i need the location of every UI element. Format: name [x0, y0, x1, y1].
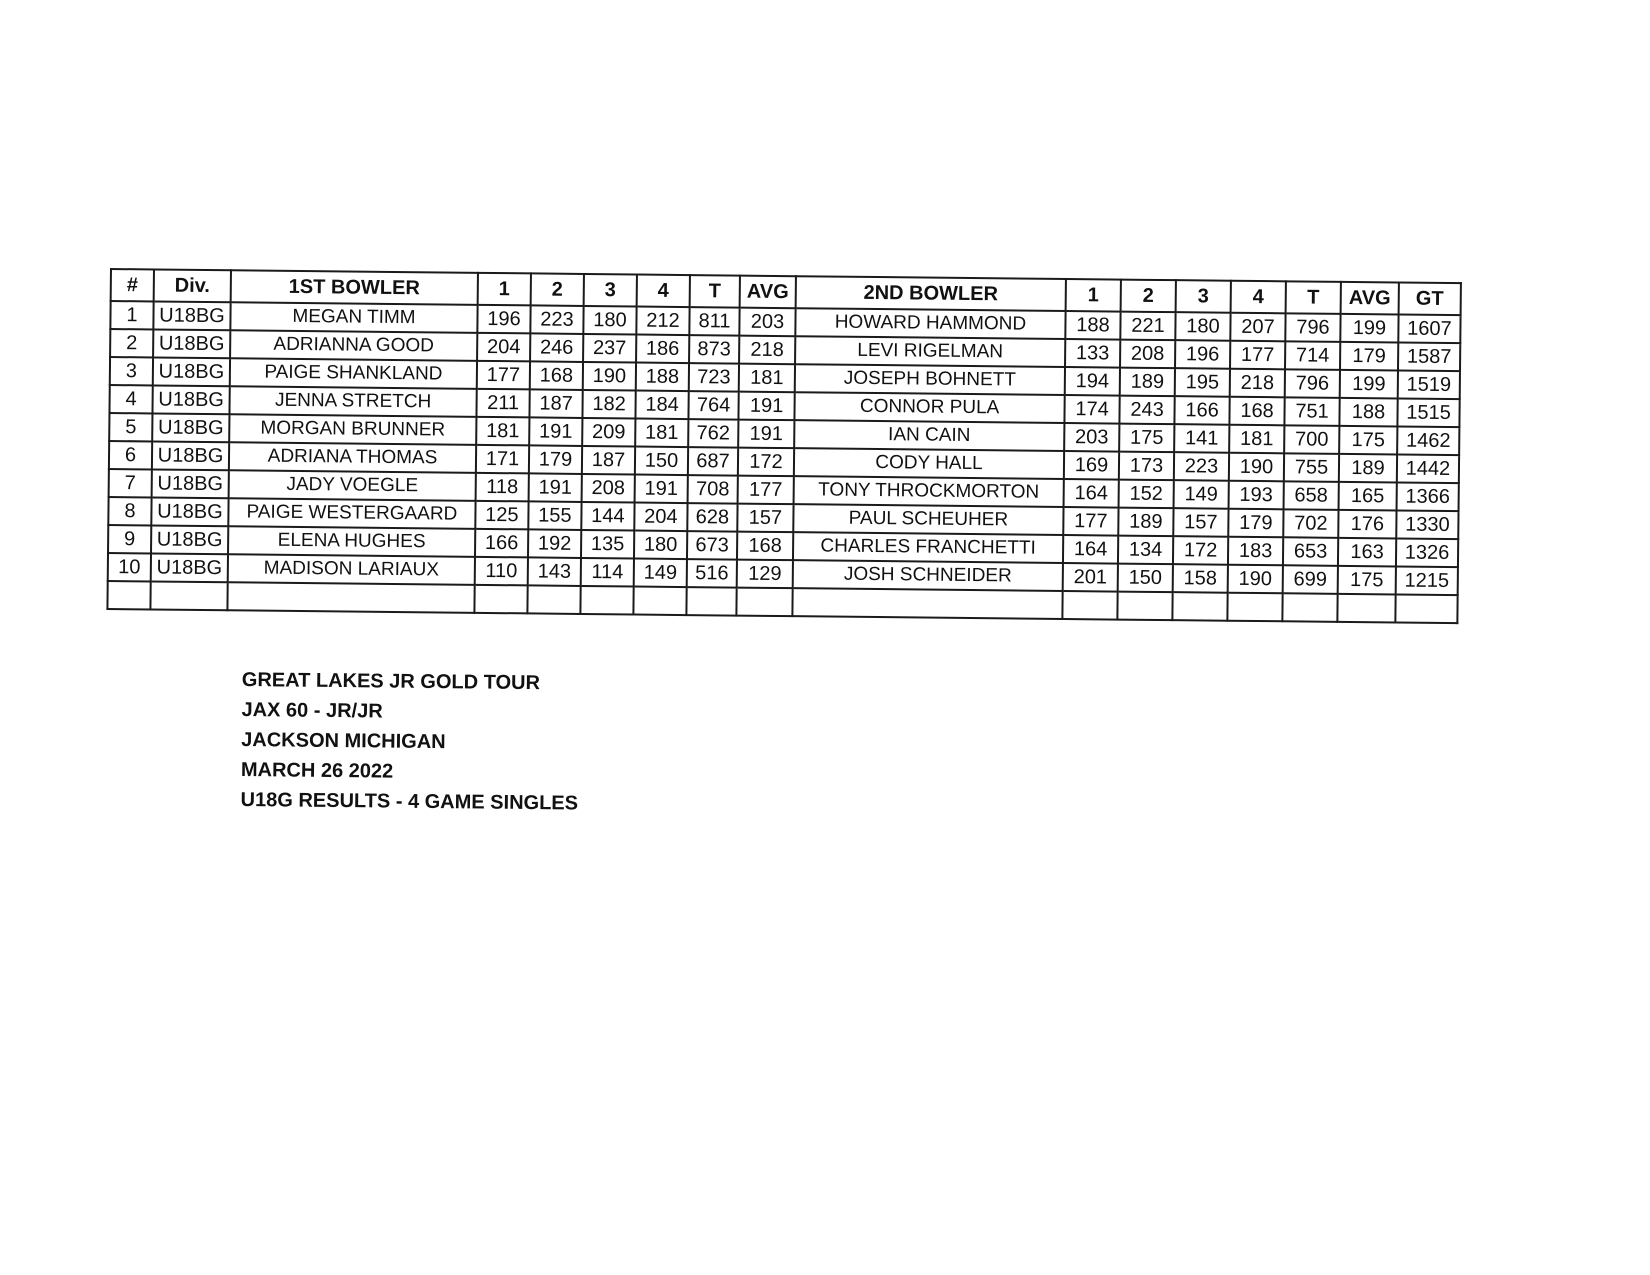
cell-game-3: 187 [582, 446, 635, 475]
cell-division: U18BG [152, 413, 229, 442]
cell-grand-total: 1519 [1398, 370, 1460, 399]
cell-division: U18BG [151, 525, 228, 554]
cell-total: 673 [687, 531, 737, 560]
cell-game-3-second: 195 [1175, 368, 1230, 397]
cell-game-4: 204 [634, 503, 687, 532]
header-first-bowler: 1ST BOWLER [231, 270, 478, 305]
cell-average: 203 [739, 308, 795, 337]
cell-total: 628 [687, 503, 737, 532]
cell-grand-total: 1215 [1396, 566, 1458, 595]
cell-game-4: 150 [635, 447, 688, 476]
cell-total: 687 [688, 447, 738, 476]
cell-game-2-second: 175 [1119, 424, 1174, 453]
table-cell [107, 581, 150, 609]
cell-game-4: 212 [636, 307, 689, 336]
cell-second-bowler: CONNOR PULA [794, 392, 1064, 423]
cell-total-second: 755 [1284, 453, 1339, 482]
cell-division: U18BG [152, 385, 229, 414]
cell-game-3: 135 [581, 530, 634, 559]
cell-total-second: 699 [1283, 565, 1338, 594]
cell-average: 191 [738, 392, 794, 421]
header-total: T [690, 275, 740, 308]
cell-second-bowler: JOSH SCHNEIDER [793, 560, 1063, 591]
cell-second-bowler: HOWARD HAMMOND [795, 308, 1065, 339]
table-cell [227, 582, 474, 613]
cell-average-second: 163 [1338, 538, 1396, 567]
cell-game-4: 149 [634, 559, 687, 588]
cell-first-bowler: MEGAN TIMM [230, 302, 477, 333]
cell-game-2: 143 [528, 557, 581, 586]
cell-average-second: 176 [1338, 510, 1396, 539]
cell-second-bowler: TONY THROCKMORTON [794, 476, 1064, 507]
header-division: Div. [154, 269, 231, 302]
cell-game-1-second: 201 [1063, 563, 1118, 592]
table-cell [1337, 594, 1395, 623]
cell-average-second: 189 [1339, 454, 1397, 483]
cell-first-bowler: MADISON LARIAUX [228, 554, 475, 585]
header-game-1-second: 1 [1066, 279, 1121, 312]
table-cell [1117, 592, 1172, 621]
cell-grand-total: 1442 [1397, 454, 1459, 483]
cell-grand-total: 1515 [1397, 398, 1459, 427]
table-cell [1172, 592, 1227, 621]
cell-total: 762 [688, 419, 738, 448]
cell-game-3-second: 141 [1174, 424, 1229, 453]
header-average-second: AVG [1341, 282, 1399, 315]
cell-total-second: 658 [1284, 481, 1339, 510]
cell-rank: 2 [110, 329, 153, 357]
cell-game-2: 168 [530, 361, 583, 390]
cell-game-3: 180 [583, 306, 636, 335]
cell-game-3-second: 223 [1174, 452, 1229, 481]
cell-grand-total: 1587 [1398, 342, 1460, 371]
cell-game-4-second: 207 [1230, 313, 1285, 342]
header-total-second: T [1286, 281, 1341, 314]
table-cell [686, 587, 736, 616]
cell-division: U18BG [153, 357, 230, 386]
header-game-1: 1 [478, 273, 531, 306]
cell-game-3: 208 [582, 474, 635, 503]
cell-game-4-second: 177 [1230, 341, 1285, 370]
table-cell [633, 587, 686, 616]
cell-game-3: 190 [583, 362, 636, 391]
cell-average-second: 165 [1339, 482, 1397, 511]
cell-game-2: 191 [529, 417, 582, 446]
cell-game-4-second: 179 [1228, 509, 1283, 538]
cell-game-1-second: 188 [1065, 311, 1120, 340]
cell-division: U18BG [152, 441, 229, 470]
cell-average: 168 [737, 532, 793, 561]
cell-first-bowler: JENNA STRETCH [229, 386, 476, 417]
cell-division: U18BG [153, 301, 230, 330]
cell-game-2: 223 [530, 305, 583, 334]
cell-total: 516 [687, 559, 737, 588]
cell-average: 177 [738, 476, 794, 505]
table-cell [1395, 594, 1457, 623]
cell-game-3-second: 149 [1174, 480, 1229, 509]
table-cell [474, 585, 527, 614]
cell-total-second: 702 [1283, 509, 1338, 538]
cell-game-1: 177 [477, 361, 530, 390]
cell-game-1: 166 [475, 529, 528, 558]
cell-second-bowler: PAUL SCHEUHER [793, 504, 1063, 535]
cell-rank: 5 [109, 413, 152, 441]
table-cell [1062, 591, 1117, 620]
cell-first-bowler: ADRIANNA GOOD [230, 330, 477, 361]
header-game-4-second: 4 [1231, 281, 1286, 314]
results-table [106, 268, 1462, 624]
cell-total-second: 653 [1283, 537, 1338, 566]
table-cell [736, 588, 792, 617]
cell-total-second: 751 [1284, 397, 1339, 426]
cell-game-4: 181 [635, 419, 688, 448]
cell-average: 157 [737, 504, 793, 533]
header-grand-total: GT [1399, 282, 1461, 315]
cell-rank: 3 [110, 357, 153, 385]
cell-total-second: 796 [1285, 369, 1340, 398]
cell-game-3-second: 158 [1173, 564, 1228, 593]
cell-average-second: 175 [1339, 426, 1397, 455]
cell-game-3-second: 196 [1175, 340, 1230, 369]
header-rank: # [111, 269, 154, 301]
cell-game-1: 125 [475, 501, 528, 530]
cell-first-bowler: MORGAN BRUNNER [229, 414, 476, 445]
table-cell [1227, 593, 1282, 622]
table-cell [580, 586, 633, 615]
cell-game-1-second: 177 [1063, 507, 1118, 536]
cell-division: U18BG [152, 469, 229, 498]
header-game-2-second: 2 [1121, 280, 1176, 313]
cell-rank: 8 [108, 497, 151, 525]
cell-game-1: 171 [476, 445, 529, 474]
cell-game-3: 144 [581, 502, 634, 531]
cell-game-1-second: 133 [1065, 339, 1120, 368]
cell-game-4-second: 218 [1230, 369, 1285, 398]
cell-game-1-second: 164 [1063, 535, 1118, 564]
cell-game-2-second: 173 [1119, 452, 1174, 481]
cell-average: 191 [738, 420, 794, 449]
cell-game-1-second: 169 [1064, 451, 1119, 480]
cell-division: U18BG [151, 553, 228, 582]
header-average: AVG [740, 276, 796, 309]
cell-total: 764 [688, 391, 738, 420]
cell-total-second: 796 [1285, 313, 1340, 342]
header-game-4: 4 [637, 275, 690, 308]
cell-total-second: 700 [1284, 425, 1339, 454]
cell-game-1-second: 194 [1065, 367, 1120, 396]
cell-game-2: 187 [529, 389, 582, 418]
cell-average-second: 199 [1340, 370, 1398, 399]
cell-total: 723 [689, 363, 739, 392]
cell-average: 218 [739, 336, 795, 365]
cell-game-3-second: 172 [1173, 536, 1228, 565]
cell-game-2-second: 208 [1120, 340, 1175, 369]
cell-game-4-second: 181 [1229, 425, 1284, 454]
results-title: U18G RESULTS - 4 GAME SINGLES [240, 788, 579, 815]
cell-rank: 10 [108, 553, 151, 581]
cell-game-4-second: 193 [1229, 481, 1284, 510]
cell-first-bowler: ELENA HUGHES [228, 526, 475, 557]
cell-game-1: 181 [476, 417, 529, 446]
cell-first-bowler: PAIGE SHANKLAND [230, 358, 477, 389]
cell-rank: 6 [109, 441, 152, 469]
cell-game-3: 209 [582, 418, 635, 447]
cell-second-bowler: CODY HALL [794, 448, 1064, 479]
cell-game-2: 246 [530, 333, 583, 362]
cell-game-2: 155 [528, 501, 581, 530]
cell-game-3: 237 [583, 334, 636, 363]
cell-game-2: 191 [529, 473, 582, 502]
cell-game-2-second: 152 [1119, 480, 1174, 509]
cell-game-2-second: 221 [1120, 312, 1175, 341]
cell-game-2: 179 [529, 445, 582, 474]
cell-game-1-second: 203 [1064, 423, 1119, 452]
table-cell [1282, 593, 1337, 622]
cell-second-bowler: LEVI RIGELMAN [795, 336, 1065, 367]
cell-total: 873 [689, 335, 739, 364]
cell-second-bowler: IAN CAIN [794, 420, 1064, 451]
cell-division: U18BG [151, 497, 228, 526]
cell-first-bowler: JADY VOEGLE [229, 470, 476, 501]
cell-game-2-second: 189 [1118, 508, 1173, 537]
cell-game-2-second: 189 [1120, 368, 1175, 397]
cell-total-second: 714 [1285, 341, 1340, 370]
cell-average-second: 179 [1340, 342, 1398, 371]
cell-game-1-second: 174 [1064, 395, 1119, 424]
cell-second-bowler: JOSEPH BOHNETT [795, 364, 1065, 395]
cell-game-3-second: 180 [1175, 312, 1230, 341]
cell-grand-total: 1607 [1398, 314, 1460, 343]
cell-rank: 1 [110, 301, 153, 329]
cell-game-4: 180 [634, 531, 687, 560]
cell-average-second: 175 [1338, 566, 1396, 595]
cell-game-1: 110 [475, 557, 528, 586]
cell-game-2-second: 150 [1118, 564, 1173, 593]
header-game-2: 2 [531, 273, 584, 306]
cell-total: 708 [688, 475, 738, 504]
cell-second-bowler: CHARLES FRANCHETTI [793, 532, 1063, 563]
cell-average: 129 [737, 560, 793, 589]
cell-game-1: 211 [476, 389, 529, 418]
event-location: JACKSON MICHIGAN [241, 728, 446, 754]
cell-average: 181 [739, 364, 795, 393]
cell-game-1: 196 [477, 305, 530, 334]
table-cell [527, 585, 580, 614]
cell-rank: 4 [109, 385, 152, 413]
cell-game-4: 191 [635, 475, 688, 504]
cell-game-4-second: 190 [1229, 453, 1284, 482]
header-game-3: 3 [584, 274, 637, 307]
event-date: MARCH 26 2022 [240, 758, 394, 783]
event-info [240, 665, 579, 819]
cell-grand-total: 1366 [1397, 482, 1459, 511]
cell-grand-total: 1462 [1397, 426, 1459, 455]
header-game-3-second: 3 [1176, 280, 1231, 313]
cell-game-3: 114 [581, 558, 634, 587]
cell-game-3-second: 157 [1173, 508, 1228, 537]
cell-game-2: 192 [528, 529, 581, 558]
table-cell [150, 581, 227, 610]
cell-total: 811 [689, 307, 739, 336]
cell-game-3-second: 166 [1174, 396, 1229, 425]
tour-name: GREAT LAKES JR GOLD TOUR [241, 668, 541, 695]
cell-first-bowler: ADRIANA THOMAS [229, 442, 476, 473]
cell-game-1: 118 [476, 473, 529, 502]
header-second-bowler: 2ND BOWLER [796, 276, 1066, 311]
cell-game-2-second: 134 [1118, 536, 1173, 565]
table-cell [792, 588, 1062, 619]
cell-average-second: 188 [1339, 398, 1397, 427]
cell-game-4: 184 [635, 391, 688, 420]
cell-game-4-second: 183 [1228, 537, 1283, 566]
cell-game-1-second: 164 [1064, 479, 1119, 508]
cell-average-second: 199 [1340, 314, 1398, 343]
cell-division: U18BG [153, 329, 230, 358]
cell-game-3: 182 [582, 390, 635, 419]
cell-game-4-second: 168 [1229, 397, 1284, 426]
cell-grand-total: 1330 [1396, 510, 1458, 539]
cell-game-4: 188 [636, 363, 689, 392]
cell-game-2-second: 243 [1119, 396, 1174, 425]
event-name: JAX 60 - JR/JR [241, 698, 383, 723]
cell-game-1: 204 [477, 333, 530, 362]
cell-average: 172 [738, 448, 794, 477]
cell-rank: 7 [109, 469, 152, 497]
cell-first-bowler: PAIGE WESTERGAARD [228, 498, 475, 529]
cell-game-4: 186 [636, 335, 689, 364]
cell-rank: 9 [108, 525, 151, 553]
cell-grand-total: 1326 [1396, 538, 1458, 567]
cell-game-4-second: 190 [1228, 565, 1283, 594]
